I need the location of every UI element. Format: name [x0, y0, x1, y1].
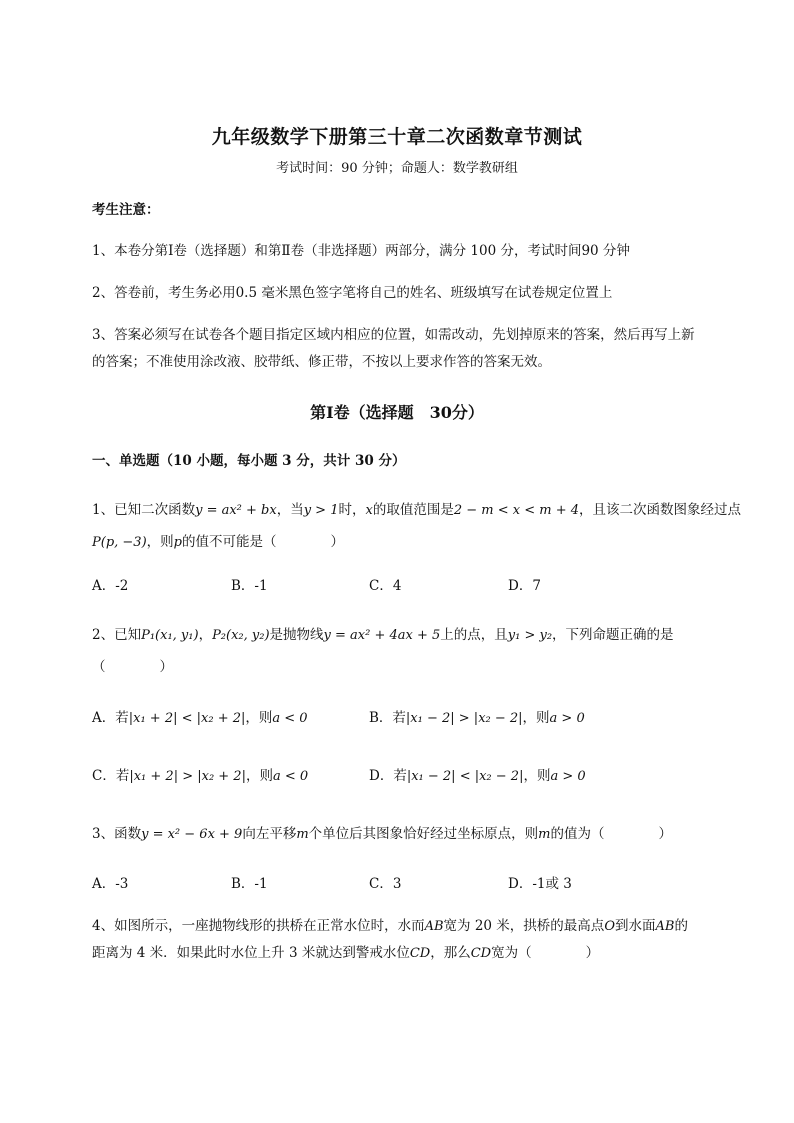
- question-2-option-d: D．若|x₁ − 2| < |x₂ − 2|，则a > 0: [369, 768, 586, 784]
- formula: p: [173, 535, 182, 550]
- formula: x: [365, 503, 373, 518]
- question-3-option-a: A．-3: [92, 876, 129, 892]
- formula: a > 0: [550, 769, 586, 784]
- question-2-option-c: C．若|x₁ + 2| > |x₂ + 2|，则a < 0: [92, 768, 309, 784]
- question-1-option-b: B．-1: [231, 578, 268, 594]
- formula: 2 − m < x < m + 4: [453, 503, 579, 518]
- question-1-stem-cont: P(p, −3)，则p的值不可能是（ ）: [92, 534, 344, 550]
- formula: y > 1: [303, 503, 339, 518]
- notice-item: 1、本卷分第Ⅰ卷（选择题）和第Ⅱ卷（非选择题）两部分，满分 100 分，考试时间90 分钟: [92, 243, 630, 259]
- question-1-option-c: C．4: [369, 578, 402, 594]
- notice-item: 的答案；不准使用涂改液、胶带纸、修正带，不按以上要求作答的答案无效。: [92, 354, 551, 370]
- formula: CD: [409, 946, 431, 961]
- notice-item: 3、答案必须写在试卷各个题目指定区域内相应的位置，如需改动，先划掉原来的答案，然后再写上新: [92, 327, 695, 343]
- formula: y₁ > y₂: [507, 628, 553, 643]
- question-2-option-b: B．若|x₁ − 2| > |x₂ − 2|，则a > 0: [369, 710, 585, 726]
- question-3-option-c: C．3: [369, 876, 402, 892]
- question-3-option-d: D．-1或 3: [508, 876, 572, 892]
- question-3-stem: 3、函数y = x² − 6x + 9向左平移m个单位后其图象恰好经过坐标原点，则m的值为（ ）: [92, 826, 672, 842]
- notice-heading: 考生注意：: [92, 202, 160, 218]
- notice-item: 2、答卷前，考生务必用0.5 毫米黑色签字笔将自己的姓名、班级填写在试卷规定位置上: [92, 285, 613, 301]
- question-1-option-a: A．-2: [92, 578, 129, 594]
- page-title: 九年级数学下册第三十章二次函数章节测试: [211, 126, 583, 148]
- question-2-stem-cont: （ ）: [92, 659, 173, 675]
- formula: y = ax² + 4ax + 5: [323, 628, 441, 643]
- formula: |x₁ + 2| < |x₂ + 2|: [128, 711, 246, 726]
- formula: |x₁ + 2| > |x₂ + 2|: [129, 769, 246, 784]
- formula: |x₁ − 2| < |x₂ − 2|: [406, 769, 524, 784]
- formula: a < 0: [272, 769, 309, 784]
- formula: m: [538, 827, 551, 842]
- page-subtitle: 考试时间：90 分钟；命题人：数学教研组: [276, 161, 518, 176]
- formula: AB: [655, 919, 675, 934]
- question-4-stem: 4、如图所示，一座抛物线形的拱桥在正常水位时，水而AB宽为 20 米，拱桥的最高点O到水面AB的: [92, 918, 688, 934]
- question-2-stem: 2、已知P₁(x₁, y₁)，P₂(x₂, y₂)是抛物线y = ax² + 4ax + 5上的点，且y₁ > y₂，下列命题正确的是: [92, 627, 674, 643]
- formula: m: [296, 827, 309, 842]
- formula: P₂(x₂, y₂): [212, 628, 270, 643]
- formula: a < 0: [272, 711, 308, 726]
- formula: |x₁ − 2| > |x₂ − 2|: [405, 711, 523, 726]
- question-1-stem: 1、已知二次函数y = ax² + bx，当y > 1时，x的取值范围是2 − m < x < m + 4，且该二次函数图象经过点: [92, 502, 741, 518]
- formula: P₁(x₁, y₁): [141, 628, 199, 643]
- formula: P(p, −3): [92, 535, 147, 550]
- formula: AB: [424, 919, 444, 934]
- question-2-option-a: A．若|x₁ + 2| < |x₂ + 2|，则a < 0: [92, 710, 308, 726]
- formula: y = ax² + bx: [195, 503, 277, 518]
- question-1-option-d: D．7: [508, 578, 541, 594]
- formula: y = x² − 6x + 9: [141, 827, 243, 842]
- part-heading: 一、单选题（10 小题，每小题 3 分，共计 30 分）: [92, 453, 406, 469]
- formula: CD: [470, 946, 492, 961]
- question-4-stem-cont: 距离为 4 米．如果此时水位上升 3 米就达到警戒水位CD，那么CD宽为（ ）: [92, 945, 600, 961]
- formula: O: [604, 919, 615, 934]
- formula: a > 0: [549, 711, 585, 726]
- question-3-option-b: B．-1: [231, 876, 268, 892]
- section-title: 第Ⅰ卷（选择题 30分）: [310, 403, 484, 422]
